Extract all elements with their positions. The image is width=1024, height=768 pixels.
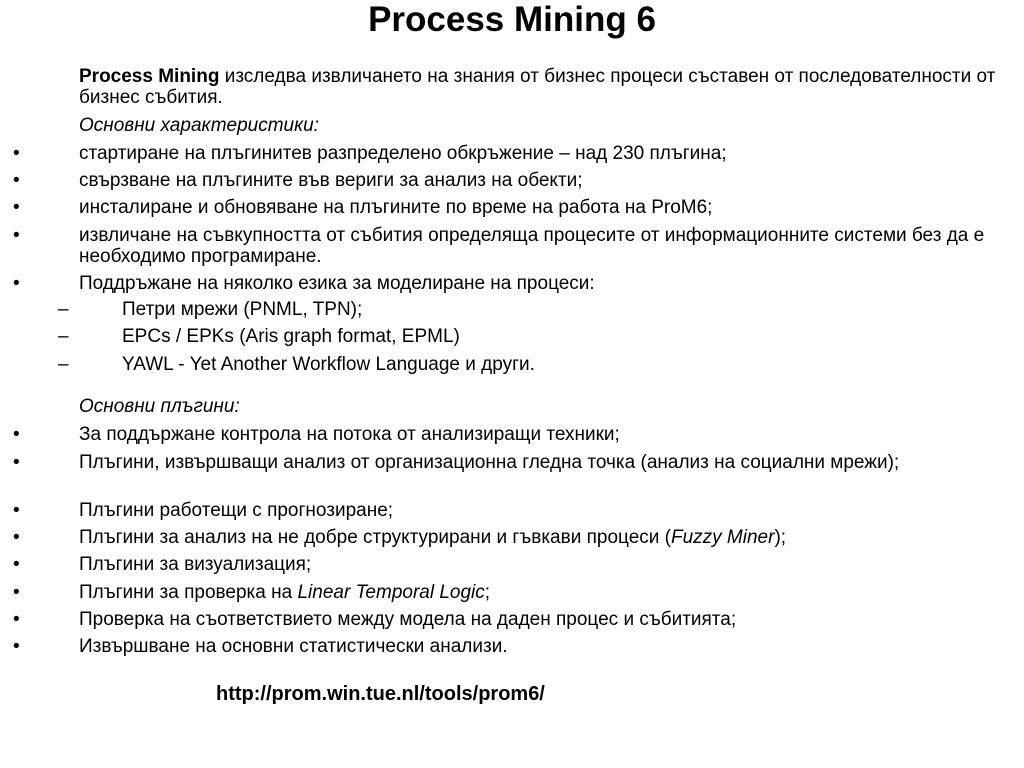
plugin-item: Извършване на основни статистически анализи. (79, 636, 508, 657)
bullet-icon: • (13, 424, 20, 445)
plugin-item: Плъгини за визуализация; (79, 554, 312, 575)
language-item: YAWL - Yet Another Workflow Language и други. (122, 354, 535, 375)
bullet-icon: • (13, 197, 20, 218)
bullet-icon: • (13, 273, 20, 294)
section-heading-characteristics: Основни характеристики: (79, 115, 319, 136)
intro-bold-term: Process Mining (79, 66, 220, 87)
plugin-text: Плъгини за анализ на не добре структурирани и гъвкави процеси ( (79, 527, 671, 548)
feature-item: инсталиране и обновяване на плъгините по време на работа на ProM6; (79, 197, 713, 218)
dash-bullet-icon: – (58, 354, 69, 375)
bullet-icon: • (13, 554, 20, 575)
intro-paragraph (79, 66, 1009, 108)
language-item: EPCs / EPKs (Aris graph format, EPML) (122, 326, 460, 347)
plugin-item (79, 527, 1009, 548)
plugin-item: Плъгини, извършващи анализ от организационна гледна точка (анализ на социални мрежи); (79, 452, 900, 473)
section-heading-plugins: Основни плъгини: (79, 396, 240, 417)
ltl-term: Linear Temporal Logic (297, 582, 485, 603)
bullet-icon: • (13, 636, 20, 657)
plugin-text: ; (484, 582, 491, 603)
prom6-url: http://prom.win.tue.nl/tools/prom6/ (216, 683, 545, 705)
language-item: Петри мрежи (PNML, TPN); (122, 299, 363, 320)
feature-item: извличане на съвкупността от събития определяща процесите от информационните системи без да е необходимо програмиране. (79, 225, 985, 267)
plugin-item (79, 582, 1009, 603)
plugin-item: Плъгини работещи с прогнозиране; (79, 500, 394, 521)
plugin-text: ); (774, 527, 787, 548)
dash-bullet-icon: – (58, 299, 69, 320)
plugin-text: Плъгини за проверка на (79, 582, 298, 603)
bullet-icon: • (13, 527, 20, 548)
feature-item: стартиране на плъгинитев разпределено обкръжение – над 230 плъгина; (79, 143, 727, 164)
bullet-icon: • (13, 500, 20, 521)
bullet-icon: • (13, 143, 20, 164)
slide-title: Process Mining 6 (368, 0, 656, 39)
bullet-icon: • (13, 452, 20, 473)
bullet-icon: • (13, 170, 20, 191)
feature-item: свързване на плъгините във вериги за анализ на обекти; (79, 170, 583, 191)
dash-bullet-icon: – (58, 326, 69, 347)
bullet-icon: • (13, 225, 20, 246)
intro-text: изследва извличането на знания от бизнес процеси съставен от последователности от бизнес събития. (79, 66, 996, 108)
plugin-item: За поддържане контрола на потока от анализиращи техники; (79, 424, 620, 445)
bullet-icon: • (13, 609, 20, 630)
fuzzy-miner-term: Fuzzy Miner (670, 527, 775, 548)
plugin-item: Проверка на съответствието между модела на даден процес и събитията; (79, 609, 737, 630)
feature-item: Поддръжане на няколко езика за моделиране на процеси: (79, 273, 595, 294)
bullet-icon: • (13, 582, 20, 603)
